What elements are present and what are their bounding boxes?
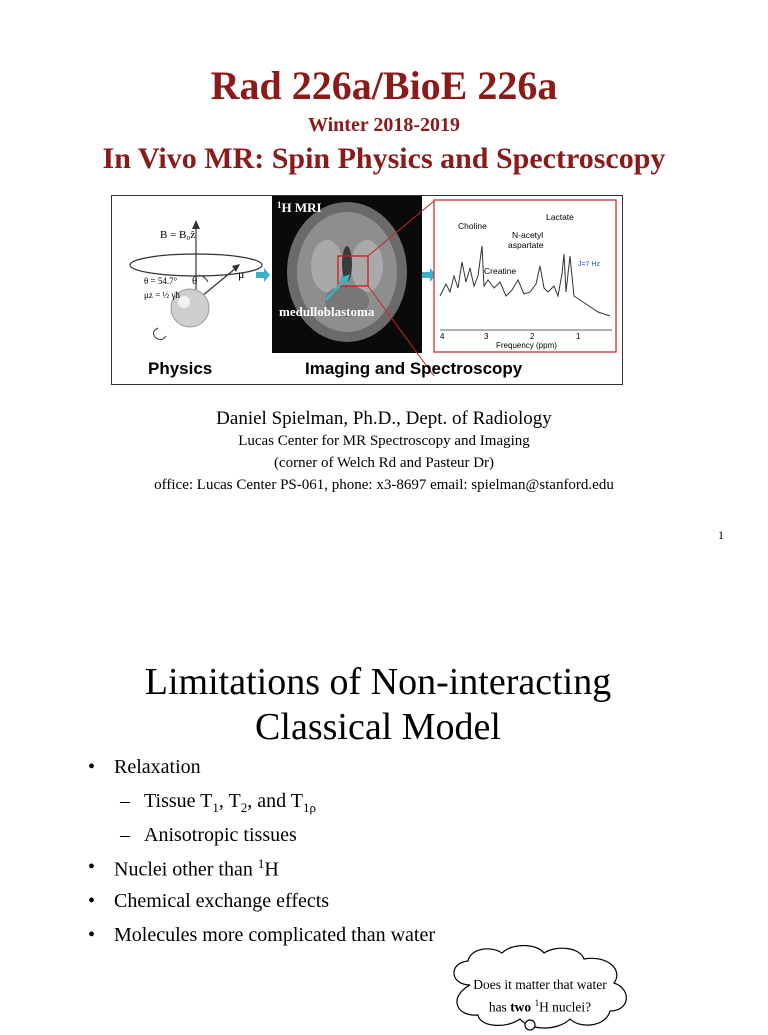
- mu-label: μ: [238, 267, 245, 281]
- x-tick: 1: [576, 332, 581, 341]
- list-item-text: Molecules more complicated than water: [114, 924, 435, 946]
- course-figure: [111, 195, 623, 385]
- slide2-title-line2: Classical Model: [255, 706, 501, 748]
- x-tick: 3: [484, 332, 489, 341]
- cloud-line2: has two $^1$H nuclei?: [488, 998, 592, 1015]
- tumor-label: medulloblastoma: [279, 304, 375, 319]
- contact-line: office: Lucas Center PS-061, phone: x3-8697 email: spielman@stanford.edu: [154, 477, 614, 493]
- slide2-title: [0, 660, 756, 750]
- j-coupling-label: J=7 Hz: [578, 261, 600, 268]
- slide2-title-line1: Limitations of Non-interacting: [144, 661, 612, 703]
- dash-icon: –: [120, 824, 130, 846]
- x-axis-label: Frequency (ppm): [496, 341, 557, 350]
- theta-label: θ: [192, 275, 198, 287]
- affiliation-line: Lucas Center for MR Spectroscopy and Imaging: [238, 433, 530, 449]
- x-tick: 2: [530, 332, 535, 341]
- list-item-text: Nuclei other than $^1$H: [114, 856, 279, 881]
- mri-label: $^1$H MRI: [277, 200, 322, 215]
- spectrum-plot: [434, 200, 616, 352]
- peak-naa-1: N-acetyl: [512, 230, 544, 240]
- slide-subtitle: Winter 2018-2019: [307, 114, 461, 136]
- list-item-text: Chemical exchange effects: [114, 890, 330, 912]
- thought-cloud-text: [452, 976, 628, 1017]
- angle-label: θ = 54.7°: [144, 276, 178, 286]
- muz-label: μz = ½ γħ: [144, 290, 180, 300]
- page-number: 1: [718, 528, 724, 542]
- peak-choline: Choline: [458, 221, 487, 231]
- peak-creatine: Creatine: [484, 266, 517, 276]
- spin-diagram: [130, 220, 262, 340]
- list-item-text: Relaxation: [114, 756, 201, 778]
- sub-list-item-text: Anisotropic tissues: [144, 824, 297, 846]
- bullet-icon: •: [88, 890, 96, 912]
- caption-physics: Physics: [148, 359, 213, 378]
- dash-icon: –: [120, 790, 130, 812]
- x-tick: 4: [440, 332, 445, 341]
- slide-title: Rad 226a/BioE 226a: [210, 63, 558, 108]
- figure-graphic: [112, 196, 622, 384]
- cloud-line1: Does it matter that water: [473, 977, 607, 992]
- course-name: In Vivo MR: Spin Physics and Spectroscopy: [102, 142, 666, 175]
- b-field-label: B = B₀ẑ: [160, 229, 196, 241]
- bullet-icon: •: [88, 924, 96, 946]
- bullet-icon: •: [88, 856, 96, 878]
- caption-imaging: Imaging and Spectroscopy: [305, 359, 523, 378]
- location-line: (corner of Welch Rd and Pasteur Dr): [273, 455, 495, 471]
- author-line: Daniel Spielman, Ph.D., Dept. of Radiology: [216, 408, 552, 429]
- mri-image: [272, 196, 434, 376]
- bullet-icon: •: [88, 756, 96, 778]
- peak-lactate: Lactate: [546, 212, 574, 222]
- peak-naa-2: aspartate: [508, 240, 544, 250]
- sub-list-item-text: Tissue $T_1$, $T_2$, and $T_{1\rho}$: [144, 790, 316, 815]
- arrow-icon: [256, 268, 270, 282]
